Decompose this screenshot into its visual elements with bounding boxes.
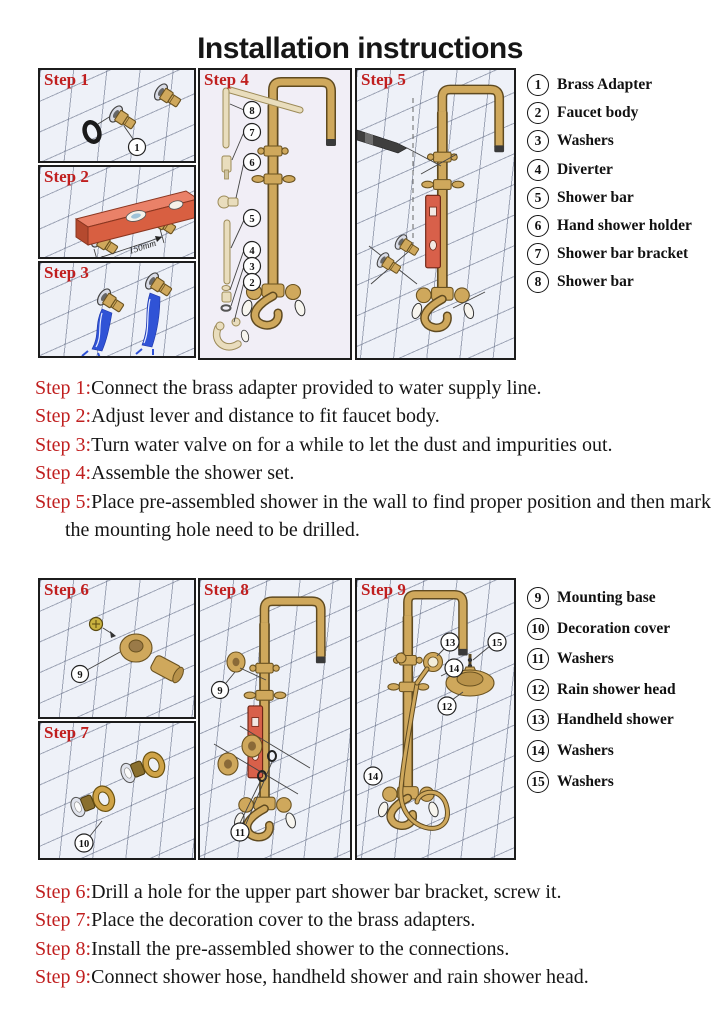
part-number-badge: 12 xyxy=(527,679,549,701)
step4-illustration xyxy=(200,70,350,358)
svg-text:7: 7 xyxy=(249,128,255,139)
part-label: Decoration cover xyxy=(557,619,671,637)
part-number-badge: 8 xyxy=(527,271,549,293)
svg-text:11: 11 xyxy=(235,828,245,839)
marker-pen xyxy=(357,130,407,153)
part-label: Washers xyxy=(557,132,614,150)
parts-list-item xyxy=(527,271,719,293)
diagram-panel-step1 xyxy=(38,68,196,163)
parts-list-item xyxy=(527,187,719,209)
parts-list-item xyxy=(527,74,719,96)
panel-label-step7: Step 7 xyxy=(44,723,89,742)
svg-text:14: 14 xyxy=(367,772,379,783)
parts-list-item xyxy=(527,130,719,152)
part-label: Hand shower holder xyxy=(557,216,692,234)
instruction-step-4 xyxy=(35,459,711,487)
instruction-step-1 xyxy=(35,374,711,402)
svg-text:8: 8 xyxy=(249,106,255,117)
part-number-badge: 6 xyxy=(527,215,549,237)
svg-text:12: 12 xyxy=(441,702,453,713)
panel-label-step1: Step 1 xyxy=(44,70,89,89)
part-number-badge: 15 xyxy=(527,771,549,793)
step-text: Place pre-assembled shower in the wall to find proper position and then mark the mounting hole need to be drilled. xyxy=(65,490,711,542)
panel-label-step6: Step 6 xyxy=(44,580,89,599)
dimension-label: 150mm xyxy=(127,238,158,257)
step-label: Step 6: xyxy=(35,881,92,903)
part-number-badge: 5 xyxy=(527,187,549,209)
step-text: Adjust lever and distance to fit faucet body. xyxy=(91,405,440,428)
step9-illustration xyxy=(357,580,514,858)
parts-list-2 xyxy=(527,587,719,801)
part-number-badge: 11 xyxy=(527,648,549,670)
svg-text:10: 10 xyxy=(78,839,90,850)
panel-label-step9: Step 9 xyxy=(361,580,406,599)
parts-list-item xyxy=(527,587,719,609)
instruction-step-6 xyxy=(35,878,711,906)
part-label: Brass Adapter xyxy=(557,76,653,93)
parts-list-1 xyxy=(527,74,719,300)
diagram-panel-step5 xyxy=(355,68,516,360)
svg-text:9: 9 xyxy=(77,670,83,681)
diagram-panel-step4 xyxy=(198,68,352,360)
svg-text:14: 14 xyxy=(448,664,460,675)
callout-1 xyxy=(129,139,146,156)
part-label: Washers xyxy=(557,650,614,668)
part-label: Diverter xyxy=(557,160,613,178)
step-label: Step 8: xyxy=(35,937,92,960)
step5-illustration xyxy=(357,70,514,358)
part-label: Washers xyxy=(557,772,614,790)
step-text: Assemble the shower set. xyxy=(91,462,295,485)
step-text: Install the pre-assembled shower to the connections. xyxy=(91,937,510,960)
part-label: Handheld shower xyxy=(557,711,674,729)
panel-label-step3: Step 3 xyxy=(44,263,89,282)
instruction-step-8 xyxy=(35,935,711,963)
part-number-badge: 3 xyxy=(527,130,549,152)
panel-label-step8: Step 8 xyxy=(204,580,249,599)
instruction-step-3 xyxy=(35,431,711,459)
instruction-step-5 xyxy=(35,488,711,545)
instructions-block-1 xyxy=(35,374,711,544)
step-label: Step 2: xyxy=(35,405,92,428)
part-number-badge: 1 xyxy=(527,74,549,96)
step-text: Connect the brass adapter provided to water supply line. xyxy=(91,377,542,399)
part-number-badge: 7 xyxy=(527,243,549,265)
part-number-badge: 4 xyxy=(527,159,549,181)
instructions-block-2 xyxy=(35,878,711,992)
step-label: Step 3: xyxy=(35,433,92,456)
step-text: Drill a hole for the upper part shower bar bracket, screw it. xyxy=(91,881,562,903)
parts-list-item xyxy=(527,679,719,701)
svg-text:2: 2 xyxy=(249,278,255,289)
diagram-panel-step8 xyxy=(198,578,352,860)
panel-label-step4: Step 4 xyxy=(204,70,249,89)
part-label: Mounting base xyxy=(557,589,656,606)
svg-text:6: 6 xyxy=(249,158,255,169)
part-number-badge: 14 xyxy=(527,740,549,762)
part-number-badge: 10 xyxy=(527,618,549,640)
parts-list-item xyxy=(527,740,719,762)
decoration-cover-assembly xyxy=(68,783,119,824)
parts-list-item xyxy=(527,709,719,731)
parts-list-item xyxy=(527,102,719,124)
diagram-panel-step2 xyxy=(38,165,196,259)
instruction-step-7 xyxy=(35,906,711,934)
step-label: Step 7: xyxy=(35,909,92,932)
part-label: Washers xyxy=(557,741,614,759)
diagram-panel-step3 xyxy=(38,261,196,358)
instruction-step-2 xyxy=(35,402,711,430)
part-number-badge: 2 xyxy=(527,102,549,124)
svg-text:1: 1 xyxy=(134,143,140,154)
svg-text:13: 13 xyxy=(444,638,456,649)
panel-label-step2: Step 2 xyxy=(44,167,89,186)
part-label: Shower bar xyxy=(557,188,634,206)
step-text: Turn water valve on for a while to let the dust and impurities out. xyxy=(91,433,613,456)
parts-list-item xyxy=(527,618,719,640)
decoration-cover-assembly xyxy=(118,749,169,790)
part-number-badge: 13 xyxy=(527,709,549,731)
step6-illustration xyxy=(40,580,194,717)
parts-list-item xyxy=(527,215,719,237)
part-label: Shower bar bracket xyxy=(557,245,689,263)
parts-list-item xyxy=(527,648,719,670)
page-title: Installation instructions xyxy=(197,32,523,66)
step8-illustration xyxy=(200,580,350,858)
svg-text:5: 5 xyxy=(249,214,255,225)
diagram-panel-step9 xyxy=(355,578,516,860)
svg-text:9: 9 xyxy=(217,686,223,697)
step-label: Step 4: xyxy=(35,462,92,485)
parts-list-item xyxy=(527,771,719,793)
diagram-panel-step7 xyxy=(38,721,196,860)
panel-label-step5: Step 5 xyxy=(361,70,406,89)
svg-text:4: 4 xyxy=(249,246,255,257)
part-label: Rain shower head xyxy=(557,680,676,698)
parts-list-item xyxy=(527,243,719,265)
step7-illustration xyxy=(40,723,194,858)
part-number-badge: 9 xyxy=(527,587,549,609)
water-stream xyxy=(142,293,160,347)
part-label: Shower bar xyxy=(557,273,634,291)
step-text: Place the decoration cover to the brass adapters. xyxy=(91,909,476,932)
instruction-step-9 xyxy=(35,963,711,991)
svg-text:15: 15 xyxy=(491,638,503,649)
svg-text:3: 3 xyxy=(249,262,255,273)
part-label: Faucet body xyxy=(557,104,639,122)
step-label: Step 5: xyxy=(35,490,92,513)
parts-list-item xyxy=(527,159,719,181)
step-label: Step 1: xyxy=(35,377,92,399)
diagram-panel-step6 xyxy=(38,578,196,719)
step-label: Step 9: xyxy=(35,966,92,989)
step-text: Connect shower hose, handheld shower and rain shower head. xyxy=(91,966,589,989)
